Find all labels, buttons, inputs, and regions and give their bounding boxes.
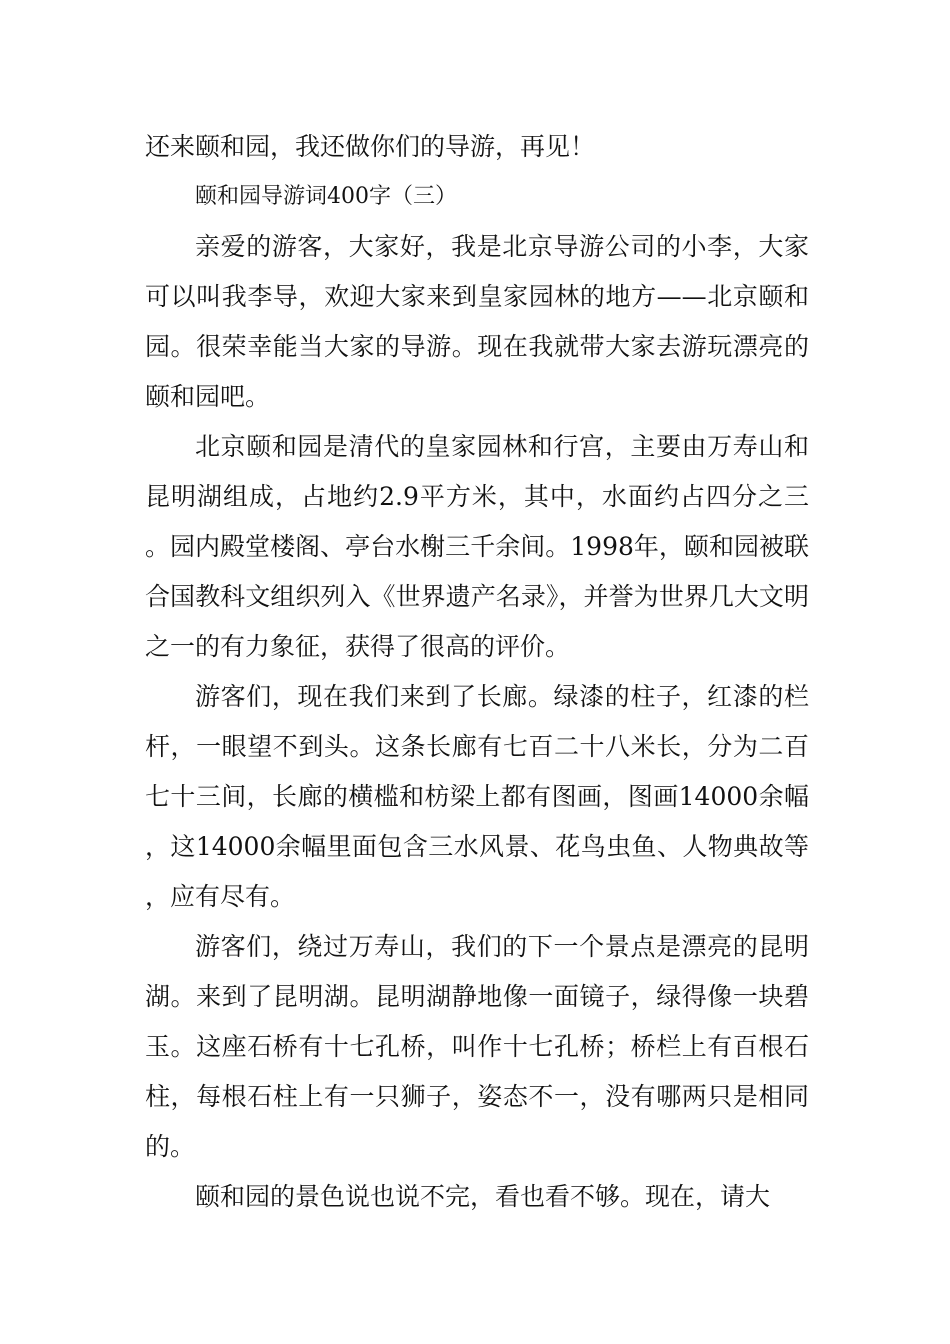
paragraph-kunming-lake: 游客们，绕过万寿山，我们的下一个景点是漂亮的昆明湖。来到了昆明湖。昆明湖静地像一面镜子，绿得像一块碧玉。这座石桥有十七孔桥，叫作十七孔桥；桥栏上有百根石柱，每根石柱上有一只狮子，姿态不一，没有哪两只是相同的。 bbox=[145, 932, 809, 1161]
document-body bbox=[145, 122, 809, 1222]
paragraph-overview: 北京颐和园是清代的皇家园林和行宫，主要由万寿山和昆明湖组成，占地约2.9平方米，其中，水面约占四分之三。园内殿堂楼阁、亭台水榭三千余间。1998年，颐和园被联合国教科文组织列入《世界遗产名录》，并誉为世界几大文明之一的有力象征，获得了很高的评价。 bbox=[145, 432, 809, 661]
section-heading: 颐和园导游词400字（三） bbox=[195, 184, 457, 209]
paragraph-closing-line: 还来颐和园，我还做你们的导游，再见！ bbox=[145, 132, 596, 161]
paragraph-final-partial: 颐和园的景色说也说不完，看也看不够。现在，请大 bbox=[195, 1182, 771, 1211]
paragraph-greeting: 亲爱的游客，大家好，我是北京导游公司的小李，大家可以叫我李导，欢迎大家来到皇家园林的地方——北京颐和园。很荣幸能当大家的导游。现在我就带大家去游玩漂亮的颐和园吧。 bbox=[145, 232, 809, 411]
paragraph-long-corridor: 游客们，现在我们来到了长廊。绿漆的柱子，红漆的栏杆，一眼望不到头。这条长廊有七百二十八米长，分为二百七十三间，长廊的横槛和枋梁上都有图画，图画14000余幅，这14000余幅里面包含三水风景、花鸟虫鱼、人物典故等，应有尽有。 bbox=[145, 682, 809, 911]
